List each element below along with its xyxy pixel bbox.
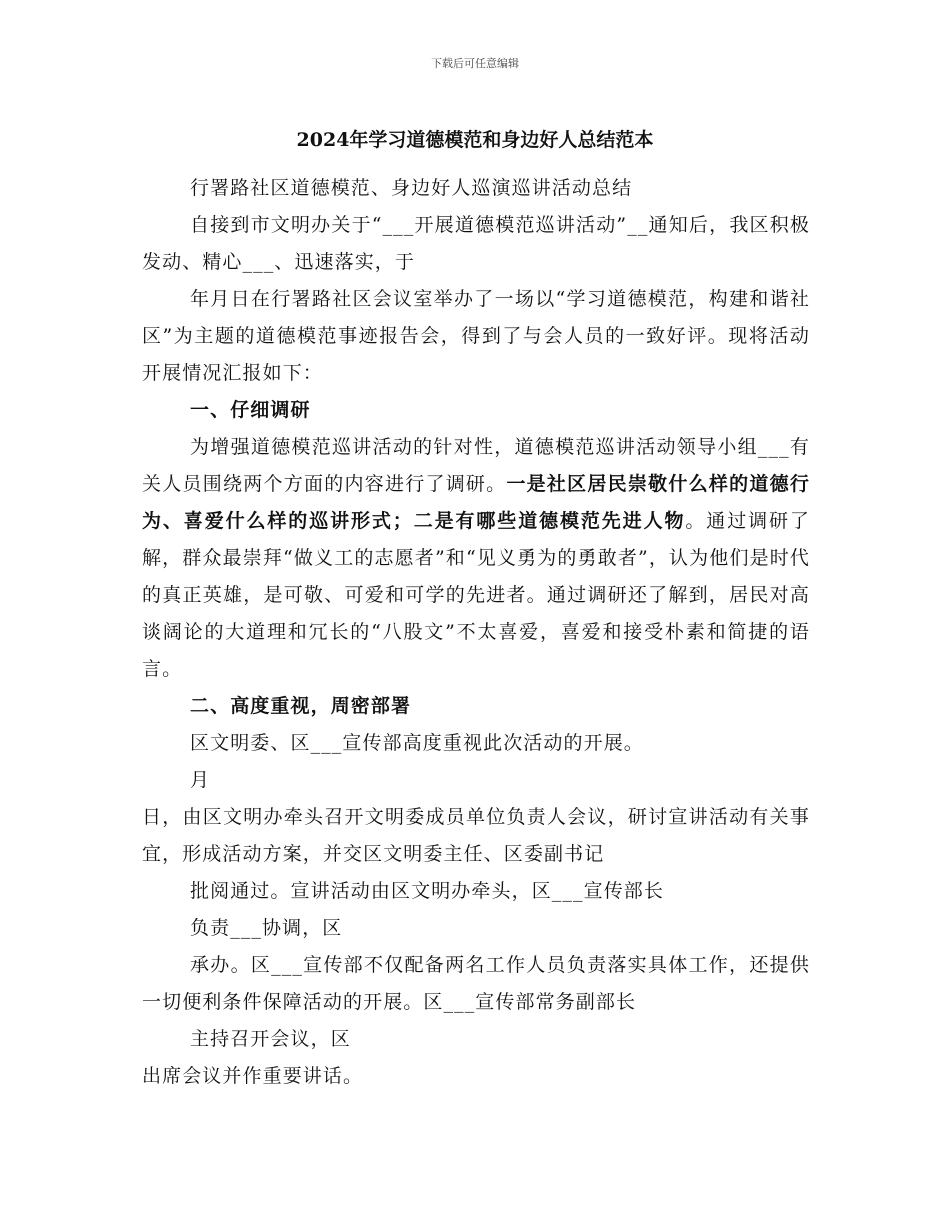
paragraph-subtitle: 行署路社区道德模范、身边好人巡演巡讲活动总结	[190, 177, 633, 199]
research-text-bold: 一是社区居民崇敬什么样的道德行为、喜爱什么样的巡讲形式；二是有哪些道德模范先进人物	[142, 473, 810, 532]
document-body	[142, 170, 810, 1095]
paragraph-intro: 自接到市文明办关于“___开展道德模范巡讲活动”__通知后，我区积极发动、精心___、迅速落实，于	[142, 214, 810, 273]
paragraph-deployment-8: 出席会议并作重要讲话。	[142, 1065, 364, 1087]
section-heading-deployment: 二、高度重视，周密部署	[190, 695, 412, 717]
document-title: 2024年学习道德模范和身边好人总结范本	[296, 129, 654, 151]
paragraph-research	[142, 429, 810, 688]
section-heading-research: 一、仔细调研	[190, 399, 311, 421]
research-text-before: 为增强道德模范巡讲活动的针对性，道德模范巡讲活动领导小组___有关人员围绕两个方面的内容进行了调研。	[142, 436, 810, 495]
paragraph-deployment-3: 日，由区文明办牵头召开文明委成员单位负责人会议，研讨宣讲活动有关事宜，形成活动方案，并交区文明委主任、区委副书记	[142, 806, 810, 865]
paragraph-deployment-7: 主持召开会议，区	[190, 1028, 351, 1050]
paragraph-deployment-6: 承办。区___宣传部不仅配备两名工作人员负责落实具体工作，还提供一切便利条件保障活动的开展。区___宣传部常务副部长	[142, 954, 810, 1013]
research-text-after: 。通过调研了解，群众最崇拜“做义工的志愿者”和“见义勇为的勇敢者”，认为他们是时代的真正英雄，是可敬、可爱和可学的先进者。通过调研还了解到，居民对高谈阔论的大道理和冗长的“八股文”不太喜爱，喜爱和接受朴素和简捷的语言。	[142, 510, 810, 680]
paragraph-deployment-2: 月	[190, 769, 211, 791]
paragraph-event: 年月日在行署路社区会议室举办了一场以“学习道德模范，构建和谐社区”为主题的道德模范事迹报告会，得到了与会人员的一致好评。现将活动开展情况汇报如下：	[142, 288, 810, 384]
paragraph-deployment-5: 负责___协调，区	[190, 917, 343, 939]
paragraph-deployment-1: 区文明委、区___宣传部高度重视此次活动的开展。	[190, 732, 644, 754]
paragraph-deployment-4: 批阅通过。宣讲活动由区文明办牵头，区___宣传部长	[190, 880, 665, 902]
page-header-note: 下载后可任意编辑	[431, 57, 519, 70]
